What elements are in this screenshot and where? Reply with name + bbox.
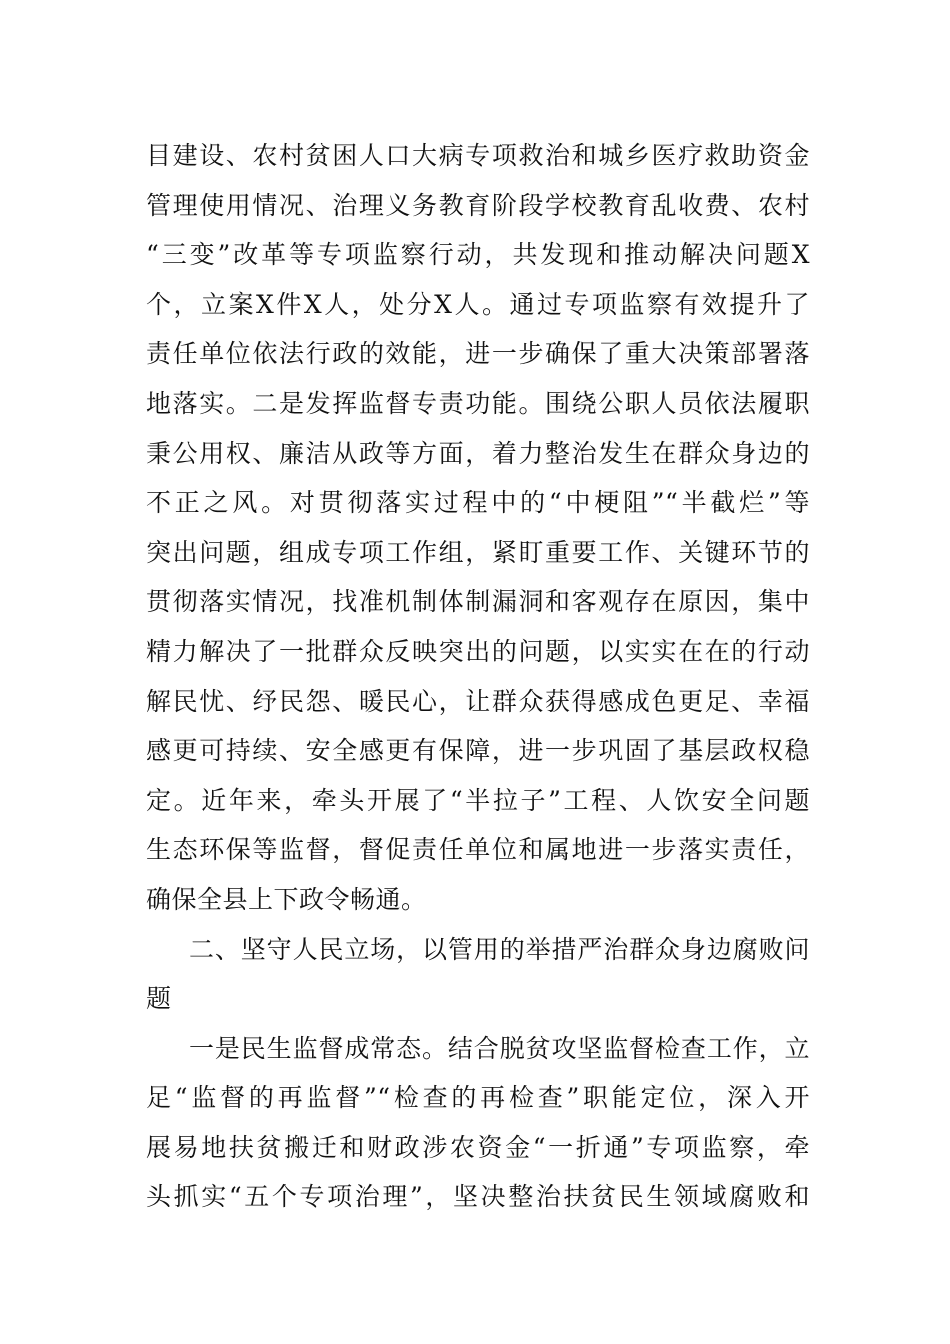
text-line: 地落实。二是发挥监督专责功能。围绕公职人员依法履职 (146, 388, 810, 418)
body-text (146, 131, 810, 1222)
text-line: 足“监督的再监督”“检查的再检查”职能定位，深入开 (146, 1083, 810, 1113)
text-line: 管理使用情况、治理义务教育阶段学校教育乱收费、农村 (146, 190, 810, 220)
text-line: 目建设、农村贫困人口大病专项救治和城乡医疗救助资金 (146, 141, 810, 170)
text-line: 一是民生监督成常态。结合脱贫攻坚监督检查工作，立 (189, 1033, 810, 1063)
text-line: 解民忧、纾民怨、暖民心，让群众获得感成色更足、幸福 (146, 686, 810, 716)
text-line: 秉公用权、廉洁从政等方面，着力整治发生在群众身边的 (146, 438, 810, 468)
text-line: 感更可持续、安全感更有保障，进一步巩固了基层政权稳 (146, 736, 810, 766)
text-line: 贯彻落实情况，找准机制体制漏洞和客观存在原因，集中 (146, 587, 810, 617)
text-line: 生态环保等监督，督促责任单位和属地进一步落实责任， (146, 835, 810, 865)
text-line: 个，立案X件X人，处分X人。通过专项监察有效提升了 (146, 289, 810, 319)
text-line: 展易地扶贫搬迁和财政涉农资金“一折通”专项监察，牵 (146, 1132, 810, 1162)
text-line: 不正之风。对贯彻落实过程中的“中梗阻”“半截烂”等 (146, 488, 810, 518)
text-line: “三变”改革等专项监察行动，共发现和推动解决问题X (146, 240, 810, 270)
text-line: 突出问题，组成专项工作组，紧盯重要工作、关键环节的 (146, 537, 810, 567)
text-line: 精力解决了一批群众反映突出的问题，以实实在在的行动 (146, 636, 810, 666)
section-heading-line: 二、坚守人民立场，以管用的举措严治群众身边腐败问 (189, 934, 810, 964)
section-heading-line: 题 (146, 984, 172, 1014)
text-line: 头抓实“五个专项治理”，坚决整治扶贫民生领域腐败和 (146, 1182, 810, 1212)
text-line: 定。近年来，牵头开展了“半拉子”工程、人饮安全问题 (146, 785, 810, 815)
text-line: 确保全县上下政令畅通。 (146, 884, 427, 914)
text-line: 责任单位依法行政的效能，进一步确保了重大决策部署落 (146, 339, 810, 369)
